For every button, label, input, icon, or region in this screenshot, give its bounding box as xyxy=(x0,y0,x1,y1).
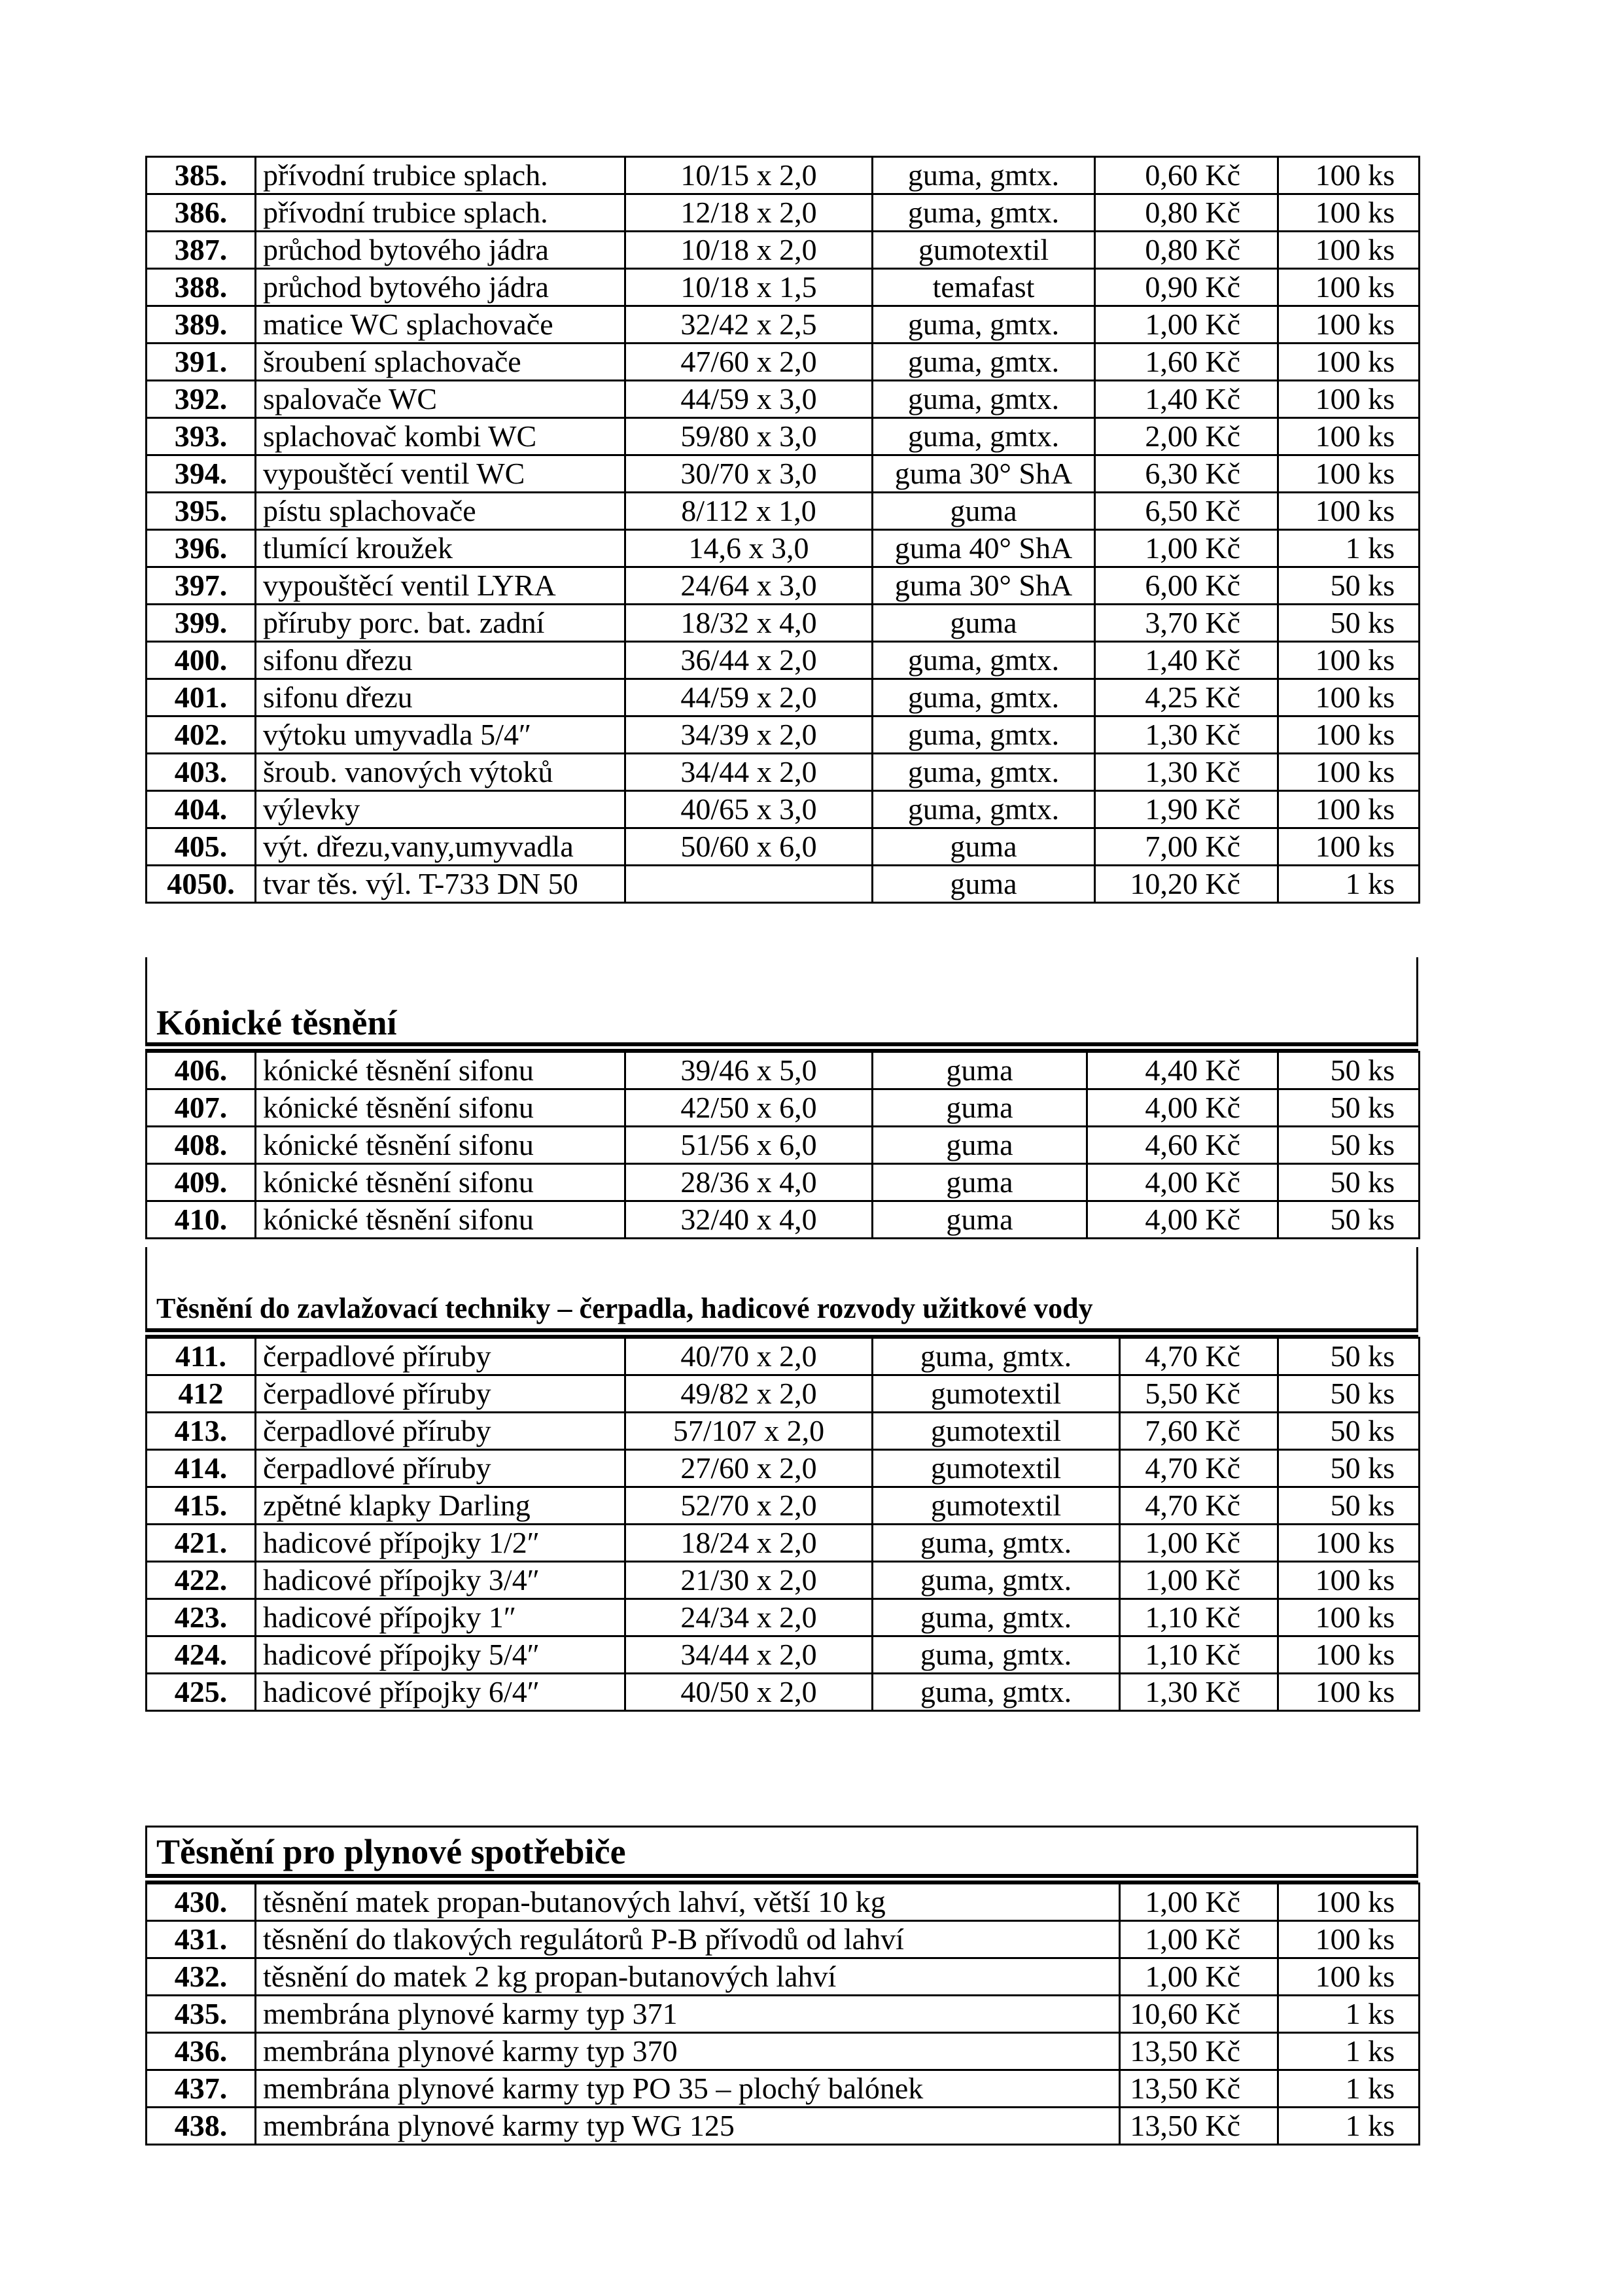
table-row xyxy=(147,1375,1420,1413)
package-qty: 100 ks xyxy=(1278,716,1420,754)
item-number: 392. xyxy=(147,381,256,418)
item-number: 385. xyxy=(147,157,256,194)
item-name: šroubení splachovače xyxy=(256,344,625,381)
price: 10,60 Kč xyxy=(1120,1996,1278,2033)
material: guma xyxy=(873,1089,1087,1127)
price-table-gas xyxy=(145,1882,1420,2146)
item-name: čerpadlové příruby xyxy=(256,1375,625,1413)
item-name: tvar těs. výl. T-733 DN 50 xyxy=(256,866,625,903)
price: 1,00 Kč xyxy=(1120,1921,1278,1958)
price: 4,60 Kč xyxy=(1087,1127,1278,1164)
table-row xyxy=(147,493,1420,530)
price: 4,70 Kč xyxy=(1120,1487,1278,1525)
price-table-irrigation xyxy=(145,1337,1420,1712)
item-number: 413. xyxy=(147,1413,256,1450)
table-row xyxy=(147,866,1420,903)
item-number: 436. xyxy=(147,2033,256,2070)
price: 1,40 Kč xyxy=(1095,642,1278,679)
item-name: průchod bytového jádra xyxy=(256,232,625,269)
item-name: sifonu dřezu xyxy=(256,679,625,716)
item-name: hadicové přípojky 6/4″ xyxy=(256,1674,625,1711)
table-row xyxy=(147,1674,1420,1711)
dimensions: 36/44 x 2,0 xyxy=(625,642,873,679)
package-qty: 100 ks xyxy=(1278,1921,1420,1958)
material: gumotextil xyxy=(873,1375,1120,1413)
dimensions: 30/70 x 3,0 xyxy=(625,455,873,493)
package-qty: 100 ks xyxy=(1278,754,1420,791)
item-name: pístu splachovače xyxy=(256,493,625,530)
table-row xyxy=(147,1884,1420,1921)
item-number: 395. xyxy=(147,493,256,530)
item-name: přívodní trubice splach. xyxy=(256,157,625,194)
item-name: výt. dřezu,vany,umyvadla xyxy=(256,828,625,866)
material: guma xyxy=(873,866,1095,903)
item-number: 431. xyxy=(147,1921,256,1958)
item-number: 391. xyxy=(147,344,256,381)
package-qty: 100 ks xyxy=(1278,1525,1420,1562)
package-qty: 100 ks xyxy=(1278,194,1420,232)
table-row xyxy=(147,157,1420,194)
dimensions: 34/44 x 2,0 xyxy=(625,1636,873,1674)
price: 13,50 Kč xyxy=(1120,2070,1278,2108)
material: temafast xyxy=(873,269,1095,306)
item-number: 425. xyxy=(147,1674,256,1711)
double-rule xyxy=(145,1042,1418,1051)
material: guma 40° ShA xyxy=(873,530,1095,567)
double-rule xyxy=(145,1328,1418,1337)
dimensions: 51/56 x 6,0 xyxy=(625,1127,873,1164)
dimensions: 18/32 x 4,0 xyxy=(625,605,873,642)
item-name: membrána plynové karmy typ WG 125 xyxy=(256,2108,1120,2145)
item-name: splachovač kombi WC xyxy=(256,418,625,455)
item-number: 387. xyxy=(147,232,256,269)
package-qty: 100 ks xyxy=(1278,344,1420,381)
price: 7,60 Kč xyxy=(1120,1413,1278,1450)
material: guma, gmtx. xyxy=(873,1338,1120,1375)
material: gumotextil xyxy=(873,1487,1120,1525)
dimensions: 18/24 x 2,0 xyxy=(625,1525,873,1562)
table-row xyxy=(147,1921,1420,1958)
item-name: čerpadlové příruby xyxy=(256,1450,625,1487)
package-qty: 50 ks xyxy=(1278,1089,1420,1127)
item-name: kónické těsnění sifonu xyxy=(256,1127,625,1164)
item-name: kónické těsnění sifonu xyxy=(256,1089,625,1127)
item-number: 409. xyxy=(147,1164,256,1201)
table-row xyxy=(147,642,1420,679)
material: guma, gmtx. xyxy=(873,418,1095,455)
price: 1,30 Kč xyxy=(1095,716,1278,754)
price: 0,80 Kč xyxy=(1095,232,1278,269)
price-table-conical xyxy=(145,1051,1420,1239)
item-name: tlumící kroužek xyxy=(256,530,625,567)
item-name: membrána plynové karmy typ 370 xyxy=(256,2033,1120,2070)
table-row xyxy=(147,455,1420,493)
table-row xyxy=(147,716,1420,754)
material: guma, gmtx. xyxy=(873,381,1095,418)
table-row xyxy=(147,1164,1420,1201)
package-qty: 1 ks xyxy=(1278,866,1420,903)
dimensions: 34/44 x 2,0 xyxy=(625,754,873,791)
item-name: výlevky xyxy=(256,791,625,828)
package-qty: 100 ks xyxy=(1278,679,1420,716)
item-name: těsnění do tlakových regulátorů P-B přívodů od lahví xyxy=(256,1921,1120,1958)
package-qty: 100 ks xyxy=(1278,493,1420,530)
item-number: 386. xyxy=(147,194,256,232)
price: 1,00 Kč xyxy=(1095,530,1278,567)
dimensions: 49/82 x 2,0 xyxy=(625,1375,873,1413)
package-qty: 100 ks xyxy=(1278,1884,1420,1921)
item-number: 438. xyxy=(147,2108,256,2145)
price: 5,50 Kč xyxy=(1120,1375,1278,1413)
item-name: kónické těsnění sifonu xyxy=(256,1201,625,1239)
dimensions: 50/60 x 6,0 xyxy=(625,828,873,866)
price: 6,00 Kč xyxy=(1095,567,1278,605)
price: 1,40 Kč xyxy=(1095,381,1278,418)
dimensions: 57/107 x 2,0 xyxy=(625,1413,873,1450)
item-number: 415. xyxy=(147,1487,256,1525)
table-row xyxy=(147,1636,1420,1674)
package-qty: 50 ks xyxy=(1278,1413,1420,1450)
material: guma, gmtx. xyxy=(873,791,1095,828)
material: guma, gmtx. xyxy=(873,194,1095,232)
package-qty: 100 ks xyxy=(1278,1636,1420,1674)
material: guma, gmtx. xyxy=(873,1636,1120,1674)
price: 1,00 Kč xyxy=(1120,1958,1278,1996)
price: 13,50 Kč xyxy=(1120,2033,1278,2070)
table-row xyxy=(147,2108,1420,2145)
item-number: 412 xyxy=(147,1375,256,1413)
item-name: hadicové přípojky 1/2″ xyxy=(256,1525,625,1562)
table-row xyxy=(147,1599,1420,1636)
item-number: 399. xyxy=(147,605,256,642)
item-number: 405. xyxy=(147,828,256,866)
price: 4,00 Kč xyxy=(1087,1201,1278,1239)
package-qty: 100 ks xyxy=(1278,418,1420,455)
section-title-conical: Kónické těsnění xyxy=(156,1003,397,1042)
price: 0,60 Kč xyxy=(1095,157,1278,194)
material: guma, gmtx. xyxy=(873,1525,1120,1562)
price-table-sanitary xyxy=(145,156,1420,904)
item-number: 432. xyxy=(147,1958,256,1996)
material: guma, gmtx. xyxy=(873,157,1095,194)
dimensions: 12/18 x 2,0 xyxy=(625,194,873,232)
item-number: 407. xyxy=(147,1089,256,1127)
price: 1,00 Kč xyxy=(1095,306,1278,344)
package-qty: 1 ks xyxy=(1278,2070,1420,2108)
package-qty: 100 ks xyxy=(1278,791,1420,828)
package-qty: 50 ks xyxy=(1278,1375,1420,1413)
price: 1,10 Kč xyxy=(1120,1599,1278,1636)
table-row xyxy=(147,679,1420,716)
table-row xyxy=(147,1450,1420,1487)
price: 0,90 Kč xyxy=(1095,269,1278,306)
table-row xyxy=(147,381,1420,418)
item-name: čerpadlové příruby xyxy=(256,1338,625,1375)
material: guma 30° ShA xyxy=(873,455,1095,493)
price: 6,30 Kč xyxy=(1095,455,1278,493)
table-row xyxy=(147,1201,1420,1239)
table-row xyxy=(147,828,1420,866)
material: guma, gmtx. xyxy=(873,1599,1120,1636)
material: gumotextil xyxy=(873,1450,1120,1487)
dimensions: 52/70 x 2,0 xyxy=(625,1487,873,1525)
price: 7,00 Kč xyxy=(1095,828,1278,866)
package-qty: 1 ks xyxy=(1278,2033,1420,2070)
item-name: membrána plynové karmy typ 371 xyxy=(256,1996,1120,2033)
item-name: příruby porc. bat. zadní xyxy=(256,605,625,642)
item-number: 396. xyxy=(147,530,256,567)
package-qty: 50 ks xyxy=(1278,605,1420,642)
item-name: kónické těsnění sifonu xyxy=(256,1164,625,1201)
item-number: 423. xyxy=(147,1599,256,1636)
package-qty: 50 ks xyxy=(1278,1450,1420,1487)
price: 10,20 Kč xyxy=(1095,866,1278,903)
dimensions: 40/70 x 2,0 xyxy=(625,1338,873,1375)
package-qty: 50 ks xyxy=(1278,1201,1420,1239)
item-number: 424. xyxy=(147,1636,256,1674)
material: guma, gmtx. xyxy=(873,1562,1120,1599)
item-number: 4050. xyxy=(147,866,256,903)
item-name: hadicové přípojky 1″ xyxy=(256,1599,625,1636)
package-qty: 100 ks xyxy=(1278,1599,1420,1636)
price: 1,30 Kč xyxy=(1095,754,1278,791)
table-row xyxy=(147,1089,1420,1127)
price: 1,90 Kč xyxy=(1095,791,1278,828)
item-name: těsnění matek propan-butanových lahví, větší 10 kg xyxy=(256,1884,1120,1921)
package-qty: 100 ks xyxy=(1278,381,1420,418)
material: gumotextil xyxy=(873,232,1095,269)
package-qty: 50 ks xyxy=(1278,1127,1420,1164)
item-name: těsnění do matek 2 kg propan-butanových lahví xyxy=(256,1958,1120,1996)
package-qty: 50 ks xyxy=(1278,1338,1420,1375)
material: guma, gmtx. xyxy=(873,344,1095,381)
dimensions: 40/65 x 3,0 xyxy=(625,791,873,828)
package-qty: 100 ks xyxy=(1278,455,1420,493)
double-rule xyxy=(145,1874,1418,1882)
item-number: 401. xyxy=(147,679,256,716)
package-qty: 50 ks xyxy=(1278,1164,1420,1201)
item-name: výtoku umyvadla 5/4″ xyxy=(256,716,625,754)
item-number: 422. xyxy=(147,1562,256,1599)
item-name: membrána plynové karmy typ PO 35 – plochý balónek xyxy=(256,2070,1120,2108)
material: guma xyxy=(873,1201,1087,1239)
item-number: 388. xyxy=(147,269,256,306)
material: guma, gmtx. xyxy=(873,679,1095,716)
package-qty: 100 ks xyxy=(1278,828,1420,866)
item-number: 421. xyxy=(147,1525,256,1562)
item-name: přívodní trubice splach. xyxy=(256,194,625,232)
table-row xyxy=(147,1052,1420,1089)
price: 4,40 Kč xyxy=(1087,1052,1278,1089)
dimensions: 59/80 x 3,0 xyxy=(625,418,873,455)
table-row xyxy=(147,1958,1420,1996)
section-title-irrigation: Těsnění do zavlažovací techniky – čerpadla, hadicové rozvody užitkové vody xyxy=(156,1292,1093,1324)
item-name: sifonu dřezu xyxy=(256,642,625,679)
price: 3,70 Kč xyxy=(1095,605,1278,642)
package-qty: 100 ks xyxy=(1278,1958,1420,1996)
material: guma xyxy=(873,493,1095,530)
section-conical-seals xyxy=(145,957,1418,1042)
package-qty: 100 ks xyxy=(1278,642,1420,679)
price: 0,80 Kč xyxy=(1095,194,1278,232)
table-row xyxy=(147,1525,1420,1562)
material: guma xyxy=(873,1164,1087,1201)
dimensions: 8/112 x 1,0 xyxy=(625,493,873,530)
package-qty: 1 ks xyxy=(1278,530,1420,567)
table-row xyxy=(147,567,1420,605)
item-number: 414. xyxy=(147,1450,256,1487)
table-row xyxy=(147,2070,1420,2108)
table-row xyxy=(147,269,1420,306)
material: guma xyxy=(873,605,1095,642)
package-qty: 100 ks xyxy=(1278,269,1420,306)
price: 1,30 Kč xyxy=(1120,1674,1278,1711)
item-number: 404. xyxy=(147,791,256,828)
table-row xyxy=(147,418,1420,455)
price: 1,00 Kč xyxy=(1120,1562,1278,1599)
package-qty: 100 ks xyxy=(1278,1562,1420,1599)
item-name: čerpadlové příruby xyxy=(256,1413,625,1450)
package-qty: 50 ks xyxy=(1278,1487,1420,1525)
item-name: vypouštěcí ventil WC xyxy=(256,455,625,493)
dimensions: 40/50 x 2,0 xyxy=(625,1674,873,1711)
price: 1,10 Kč xyxy=(1120,1636,1278,1674)
item-number: 393. xyxy=(147,418,256,455)
item-name: vypouštěcí ventil LYRA xyxy=(256,567,625,605)
package-qty: 100 ks xyxy=(1278,232,1420,269)
item-name: kónické těsnění sifonu xyxy=(256,1052,625,1089)
table-row xyxy=(147,791,1420,828)
material: guma xyxy=(873,1127,1087,1164)
item-name: hadicové přípojky 3/4″ xyxy=(256,1562,625,1599)
item-number: 389. xyxy=(147,306,256,344)
dimensions: 47/60 x 2,0 xyxy=(625,344,873,381)
item-number: 403. xyxy=(147,754,256,791)
price: 1,60 Kč xyxy=(1095,344,1278,381)
material: gumotextil xyxy=(873,1413,1120,1450)
price: 1,00 Kč xyxy=(1120,1525,1278,1562)
item-name: hadicové přípojky 5/4″ xyxy=(256,1636,625,1674)
table-row xyxy=(147,2033,1420,2070)
package-qty: 50 ks xyxy=(1278,1052,1420,1089)
table-row xyxy=(147,1127,1420,1164)
table-row xyxy=(147,344,1420,381)
dimensions: 24/64 x 3,0 xyxy=(625,567,873,605)
dimensions: 32/42 x 2,5 xyxy=(625,306,873,344)
package-qty: 50 ks xyxy=(1278,567,1420,605)
price: 1,00 Kč xyxy=(1120,1884,1278,1921)
item-number: 397. xyxy=(147,567,256,605)
material: guma xyxy=(873,1052,1087,1089)
price: 4,00 Kč xyxy=(1087,1164,1278,1201)
package-qty: 100 ks xyxy=(1278,306,1420,344)
material: guma xyxy=(873,828,1095,866)
dimensions: 21/30 x 2,0 xyxy=(625,1562,873,1599)
item-name: průchod bytového jádra xyxy=(256,269,625,306)
item-number: 430. xyxy=(147,1884,256,1921)
dimensions: 32/40 x 4,0 xyxy=(625,1201,873,1239)
table-row xyxy=(147,306,1420,344)
price: 4,70 Kč xyxy=(1120,1338,1278,1375)
item-name: šroub. vanových výtoků xyxy=(256,754,625,791)
section-irrigation-seals xyxy=(145,1247,1418,1328)
material: guma, gmtx. xyxy=(873,754,1095,791)
price: 4,25 Kč xyxy=(1095,679,1278,716)
item-number: 411. xyxy=(147,1338,256,1375)
dimensions xyxy=(625,866,873,903)
material: guma, gmtx. xyxy=(873,716,1095,754)
table-row xyxy=(147,605,1420,642)
table-row xyxy=(147,530,1420,567)
item-number: 400. xyxy=(147,642,256,679)
section-title-gas: Těsnění pro plynové spotřebiče xyxy=(156,1832,626,1871)
table-row xyxy=(147,1413,1420,1450)
dimensions: 10/18 x 1,5 xyxy=(625,269,873,306)
table-row xyxy=(147,1562,1420,1599)
price: 13,50 Kč xyxy=(1120,2108,1278,2145)
package-qty: 100 ks xyxy=(1278,1674,1420,1711)
dimensions: 10/18 x 2,0 xyxy=(625,232,873,269)
package-qty: 1 ks xyxy=(1278,1996,1420,2033)
item-number: 408. xyxy=(147,1127,256,1164)
price: 2,00 Kč xyxy=(1095,418,1278,455)
material: guma, gmtx. xyxy=(873,306,1095,344)
table-row xyxy=(147,754,1420,791)
item-number: 435. xyxy=(147,1996,256,2033)
item-number: 394. xyxy=(147,455,256,493)
item-number: 437. xyxy=(147,2070,256,2108)
item-number: 406. xyxy=(147,1052,256,1089)
dimensions: 27/60 x 2,0 xyxy=(625,1450,873,1487)
dimensions: 44/59 x 3,0 xyxy=(625,381,873,418)
dimensions: 24/34 x 2,0 xyxy=(625,1599,873,1636)
table-row xyxy=(147,1338,1420,1375)
table-row xyxy=(147,1996,1420,2033)
price: 6,50 Kč xyxy=(1095,493,1278,530)
dimensions: 14,6 x 3,0 xyxy=(625,530,873,567)
item-name: spalovače WC xyxy=(256,381,625,418)
dimensions: 42/50 x 6,0 xyxy=(625,1089,873,1127)
material: guma 30° ShA xyxy=(873,567,1095,605)
material: guma, gmtx. xyxy=(873,642,1095,679)
item-number: 410. xyxy=(147,1201,256,1239)
table-row xyxy=(147,1487,1420,1525)
package-qty: 1 ks xyxy=(1278,2108,1420,2145)
table-row xyxy=(147,194,1420,232)
package-qty: 100 ks xyxy=(1278,157,1420,194)
dimensions: 44/59 x 2,0 xyxy=(625,679,873,716)
section-gas-appliance-seals xyxy=(145,1826,1418,1874)
item-number: 402. xyxy=(147,716,256,754)
item-name: matice WC splachovače xyxy=(256,306,625,344)
material: guma, gmtx. xyxy=(873,1674,1120,1711)
price: 4,70 Kč xyxy=(1120,1450,1278,1487)
item-name: zpětné klapky Darling xyxy=(256,1487,625,1525)
table-row xyxy=(147,232,1420,269)
dimensions: 39/46 x 5,0 xyxy=(625,1052,873,1089)
dimensions: 34/39 x 2,0 xyxy=(625,716,873,754)
dimensions: 28/36 x 4,0 xyxy=(625,1164,873,1201)
price: 4,00 Kč xyxy=(1087,1089,1278,1127)
dimensions: 10/15 x 2,0 xyxy=(625,157,873,194)
